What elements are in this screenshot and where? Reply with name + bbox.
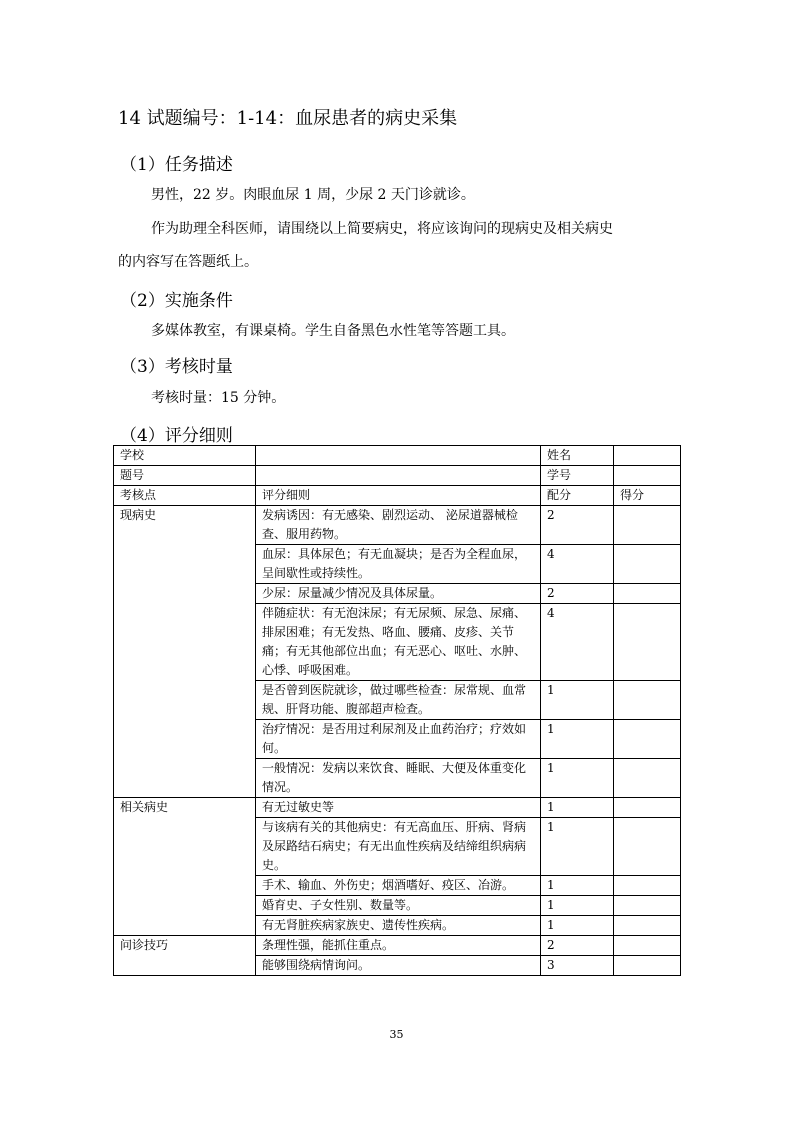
score-cell bbox=[614, 876, 681, 896]
criteria-cell: 是否曾到医院就诊，做过哪些检查：尿常规、血常规、肝肾功能、腹部超声检查。 bbox=[256, 681, 541, 720]
score-cell bbox=[614, 681, 681, 720]
section-heading-time: （3）考核时量 bbox=[120, 357, 233, 377]
criteria-cell: 伴随症状：有无泡沫尿；有无尿频、尿急、尿痛、排尿困难；有无发热、咯血、腰痛、皮疹、关节痛；有无其他部位出血；有无恶心、呕吐、水肿、心悸、呼吸困难。 bbox=[256, 604, 541, 681]
section-heading-conditions: （2）实施条件 bbox=[120, 291, 233, 311]
points-cell: 1 bbox=[541, 896, 614, 916]
student-id-label: 学号 bbox=[541, 466, 614, 486]
question-value-cell bbox=[256, 466, 541, 486]
criteria-cell: 能够围绕病情询问。 bbox=[256, 956, 541, 976]
criteria-cell: 有无肾脏疾病家族史、遗传性疾病。 bbox=[256, 916, 541, 936]
points-cell: 3 bbox=[541, 956, 614, 976]
score-cell bbox=[614, 896, 681, 916]
points-cell: 2 bbox=[541, 584, 614, 604]
criteria-cell: 治疗情况：是否用过利尿剂及止血药治疗；疗效如何。 bbox=[256, 720, 541, 759]
score-cell bbox=[614, 506, 681, 545]
conditions-text: 多媒体教室，有课桌椅。学生自备黑色水性笔等答题工具。 bbox=[151, 323, 515, 339]
points-cell: 1 bbox=[541, 798, 614, 818]
score-cell bbox=[614, 798, 681, 818]
criteria-cell: 发病诱因：有无感染、剧烈运动、 泌尿道器械检查、服用药物。 bbox=[256, 506, 541, 545]
task-paragraph-2: 作为助理全科医师，请围绕以上简要病史，将应该询问的现病史及相关病史 bbox=[151, 221, 613, 237]
scoring-table bbox=[113, 445, 681, 976]
points-cell: 4 bbox=[541, 545, 614, 584]
header-point: 考核点 bbox=[114, 486, 256, 506]
section-heading-task: （1）任务描述 bbox=[120, 155, 233, 175]
score-cell bbox=[614, 818, 681, 876]
criteria-cell: 有无过敏史等 bbox=[256, 798, 541, 818]
task-paragraph-1: 男性，22 岁。肉眼血尿 1 周，少尿 2 天门诊就诊。 bbox=[151, 187, 475, 203]
student-id-value-cell bbox=[614, 466, 681, 486]
points-cell: 1 bbox=[541, 876, 614, 896]
criteria-cell: 一般情况：发病以来饮食、睡眠、大便及体重变化情况。 bbox=[256, 759, 541, 798]
table-row bbox=[114, 466, 681, 486]
time-text: 考核时量：15 分钟。 bbox=[151, 390, 286, 406]
table-row bbox=[114, 798, 681, 818]
points-cell: 1 bbox=[541, 681, 614, 720]
score-cell bbox=[614, 936, 681, 956]
score-cell bbox=[614, 604, 681, 681]
criteria-cell: 血尿：具体尿色；有无血凝块；是否为全程血尿，呈间歇性或持续性。 bbox=[256, 545, 541, 584]
header-score: 得分 bbox=[614, 486, 681, 506]
points-cell: 1 bbox=[541, 720, 614, 759]
header-points: 配分 bbox=[541, 486, 614, 506]
page-title: 14 试题编号：1-14：血尿患者的病史采集 bbox=[118, 108, 458, 129]
name-label: 姓名 bbox=[541, 446, 614, 466]
score-cell bbox=[614, 545, 681, 584]
table-row bbox=[114, 446, 681, 466]
criteria-cell: 少尿：尿量减少情况及具体尿量。 bbox=[256, 584, 541, 604]
task-paragraph-3: 的内容写在答题纸上。 bbox=[118, 254, 258, 270]
score-cell bbox=[614, 584, 681, 604]
score-cell bbox=[614, 759, 681, 798]
score-cell bbox=[614, 720, 681, 759]
criteria-cell: 条理性强，能抓住重点。 bbox=[256, 936, 541, 956]
question-label: 题号 bbox=[114, 466, 256, 486]
name-value-cell bbox=[614, 446, 681, 466]
points-cell: 1 bbox=[541, 916, 614, 936]
table-header-row bbox=[114, 486, 681, 506]
table-row bbox=[114, 506, 681, 545]
table-row bbox=[114, 936, 681, 956]
points-cell: 1 bbox=[541, 759, 614, 798]
school-label: 学校 bbox=[114, 446, 256, 466]
page-number: 35 bbox=[389, 1028, 404, 1041]
criteria-cell: 婚育史、子女性别、数量等。 bbox=[256, 896, 541, 916]
points-cell: 1 bbox=[541, 818, 614, 876]
points-cell: 2 bbox=[541, 506, 614, 545]
points-cell: 4 bbox=[541, 604, 614, 681]
score-cell bbox=[614, 916, 681, 936]
score-cell bbox=[614, 956, 681, 976]
header-detail: 评分细则 bbox=[256, 486, 541, 506]
criteria-cell: 与该病有关的其他病史：有无高血压、肝病、肾病及尿路结石病史；有无出血性疾病及结缔组织病病史。 bbox=[256, 818, 541, 876]
section-heading-rules: （4）评分细则 bbox=[120, 426, 233, 446]
points-cell: 2 bbox=[541, 936, 614, 956]
criteria-cell: 手术、输血、外伤史；烟酒嗜好、疫区、冶游。 bbox=[256, 876, 541, 896]
assessment-point-cell: 相关病史 bbox=[114, 798, 256, 936]
assessment-point-cell: 问诊技巧 bbox=[114, 936, 256, 976]
assessment-point-cell: 现病史 bbox=[114, 506, 256, 798]
school-value-cell bbox=[256, 446, 541, 466]
